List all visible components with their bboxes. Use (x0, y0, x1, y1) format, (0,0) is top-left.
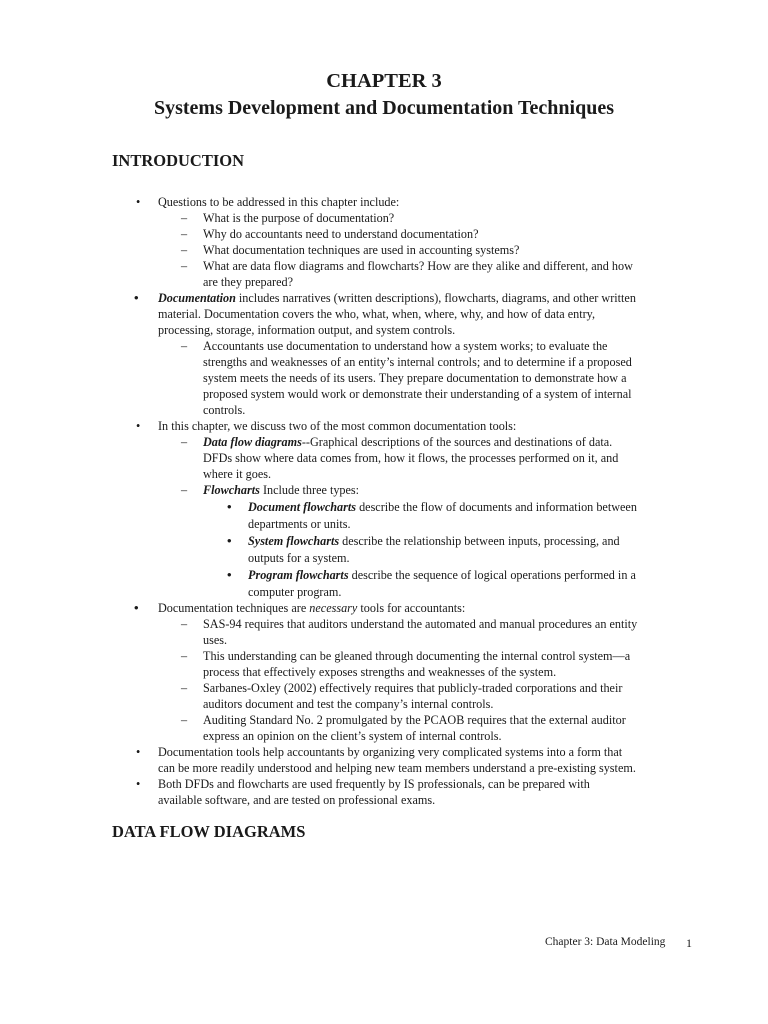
bullet-marker: • (136, 745, 141, 759)
dash-marker: – (181, 483, 188, 497)
dash-marker: – (181, 243, 188, 257)
question-4-line-2: are they prepared? (203, 275, 293, 289)
documentation-line-2: material. Documentation covers the who, what, when, where, why, and how of data entry, (158, 307, 596, 321)
dash-marker: – (181, 259, 188, 273)
dash-marker: – (181, 649, 188, 663)
accountants-line-3: system meets the needs of its users. They prepare documentation to demonstrate how a (203, 371, 627, 385)
understanding-line-2: process that effectively exposes strengths and weaknesses of the system. (203, 665, 557, 679)
necessary-term: necessary (309, 601, 358, 615)
dfd-line-1 (203, 434, 612, 450)
help-line-1: Documentation tools help accountants by organizing very complicated systems into a form that (158, 745, 623, 759)
bullet-marker: • (136, 419, 141, 433)
section-heading-introduction: INTRODUCTION (112, 151, 245, 170)
page-footer: Chapter 3: Data Modeling (545, 936, 666, 948)
system-flowcharts-text: describe the relationship between inputs, processing, and (339, 534, 620, 548)
program-flowcharts-text: describe the sequence of logical operations performed in a (348, 568, 636, 582)
auditing-line-2: express an opinion on the client’s system of internal controls. (203, 729, 502, 743)
necessary-pre: Documentation techniques are (158, 601, 310, 615)
flowcharts-line (203, 482, 359, 498)
accountants-line-4: proposed system would work or demonstrate their understanding of a system of internal (203, 387, 632, 401)
sox-line-2: auditors document and test the company’s internal controls. (203, 697, 494, 711)
document-flowcharts-line-2: departments or units. (248, 517, 351, 531)
question-2: Why do accountants need to understand documentation? (203, 227, 479, 241)
chapter-number: CHAPTER 3 (326, 70, 442, 92)
dash-marker: – (181, 211, 188, 225)
system-flowcharts-line-1 (248, 533, 620, 549)
document-flowcharts-line-1 (248, 499, 637, 515)
dfd-line-2: DFDs show where data comes from, how it flows, the processes performed on it, and (203, 451, 619, 465)
dash-marker: – (181, 617, 188, 631)
accountants-line-5: controls. (203, 403, 246, 417)
necessary-post: tools for accountants: (357, 601, 466, 615)
question-1: What is the purpose of documentation? (203, 211, 395, 225)
question-4-line-1: What are data flow diagrams and flowcharts? How are they alike and different, and how (203, 259, 633, 273)
accountants-line-2: strengths and weaknesses of an entity’s internal controls; and to determine if a proposed (203, 355, 632, 369)
bullet-marker: • (227, 533, 232, 548)
accountants-line-1: Accountants use documentation to understand how a system works; to evaluate the (203, 339, 608, 353)
both-line-1: Both DFDs and flowcharts are used frequently by IS professionals, can be prepared with (158, 777, 590, 791)
dash-marker: – (181, 227, 188, 241)
question-3: What documentation techniques are used in accounting systems? (203, 243, 520, 257)
chapter-title: Systems Development and Documentation Techniques (153, 97, 615, 119)
program-flowcharts-line-1 (248, 567, 636, 583)
bullet-marker: • (136, 777, 141, 791)
documentation-line-3: processing, storage, information output, and system controls. (158, 323, 456, 337)
sas-line-1: SAS-94 requires that auditors understand the automated and manual procedures an entity (203, 617, 638, 631)
dash-marker: – (181, 339, 188, 353)
sas-line-2: uses. (203, 633, 228, 647)
bullet-marker: • (134, 600, 139, 615)
questions-lead: Questions to be addressed in this chapter include: (158, 195, 400, 209)
tools-lead: In this chapter, we discuss two of the most common documentation tools: (158, 419, 517, 433)
documentation-term: Documentation (158, 291, 236, 305)
auditing-line-1: Auditing Standard No. 2 promulgated by the PCAOB requires that the external auditor (203, 713, 626, 727)
document-flowcharts-term: Document flowcharts (248, 500, 357, 514)
dfd-line-3: where it goes. (203, 467, 272, 481)
flowcharts-text: Include three types: (259, 483, 360, 497)
dash-marker: – (181, 681, 188, 695)
program-flowcharts-line-2: computer program. (248, 585, 342, 599)
sox-line-1: Sarbanes-Oxley (2002) effectively requires that publicly-traded corporations and their (203, 681, 623, 695)
documentation-text: includes narratives (written descriptions), flowcharts, diagrams, and other written (235, 291, 636, 305)
dash-marker: – (181, 435, 188, 449)
program-flowcharts-term: Program flowcharts (248, 568, 349, 582)
section-heading-data-flow-diagrams: DATA FLOW DIAGRAMS (112, 822, 306, 841)
dfd-text: --Graphical descriptions of the sources and destinations of data. (301, 435, 613, 449)
both-line-2: available software, and are tested on professional exams. (158, 793, 436, 807)
document-flowcharts-text: describe the flow of documents and information between (356, 500, 637, 514)
page-number: 1 (686, 936, 692, 950)
system-flowcharts-line-2: outputs for a system. (248, 551, 350, 565)
bullet-marker: • (134, 290, 139, 305)
bullet-marker: • (136, 195, 141, 209)
documentation-line-1 (158, 290, 636, 306)
dash-marker: – (181, 713, 188, 727)
system-flowcharts-term: System flowcharts (248, 534, 340, 548)
understanding-line-1: This understanding can be gleaned through documenting the internal control system—a (203, 649, 631, 663)
necessary-tools-line (158, 600, 465, 616)
flowcharts-term: Flowcharts (203, 483, 260, 497)
help-line-2: can be more readily understood and helping new team members understand a pre-existing system. (158, 761, 636, 775)
bullet-marker: • (227, 567, 232, 582)
dfd-term: Data flow diagrams (203, 435, 302, 449)
bullet-marker: • (227, 499, 232, 514)
